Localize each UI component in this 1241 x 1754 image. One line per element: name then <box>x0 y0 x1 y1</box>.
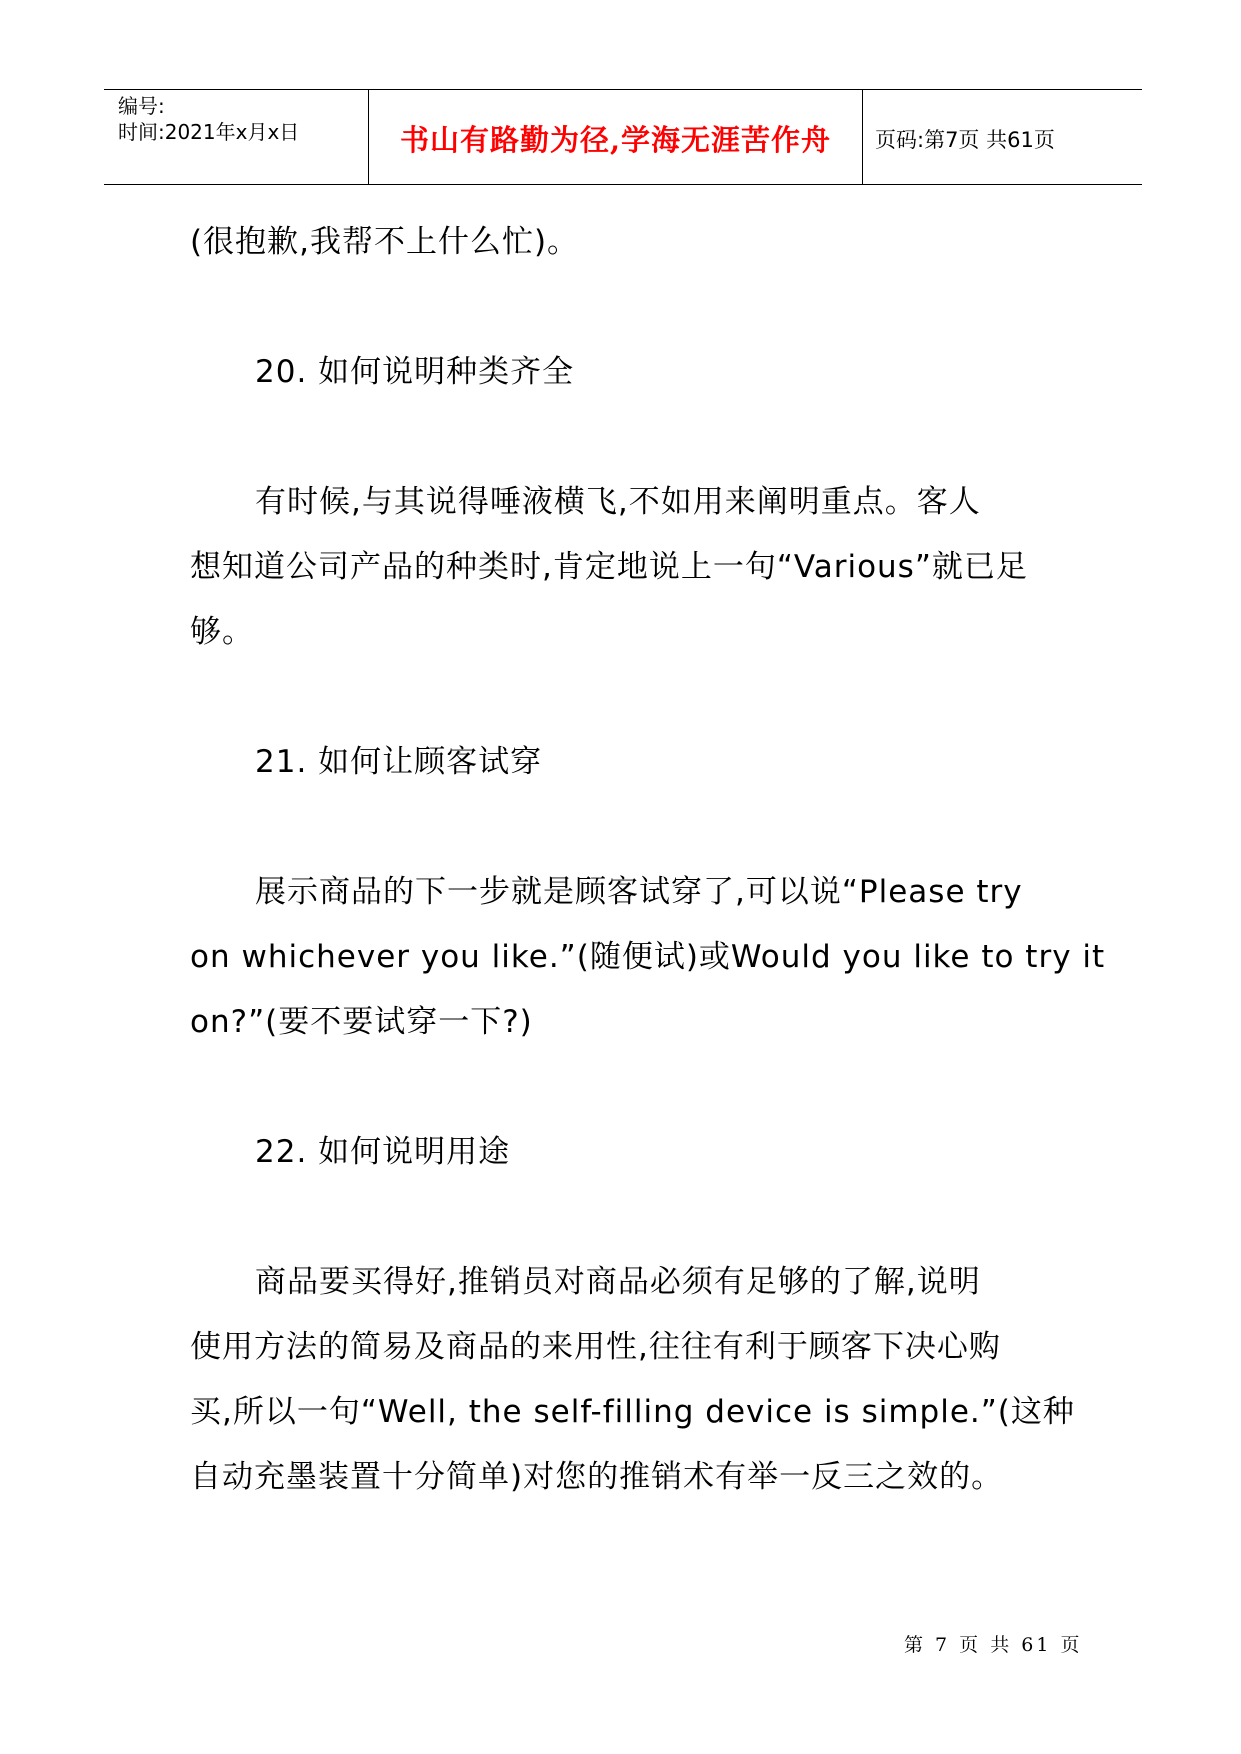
body-line: 展示商品的下一步就是顾客试穿了,可以说“Please try <box>255 874 1023 910</box>
body-line: 自动充墨装置十分简单)对您的推销术有举一反三之效的。 <box>190 1459 1004 1495</box>
page-footer: 第 7 页 共 61 页 <box>904 1634 1083 1656</box>
body-line: 想知道公司产品的种类时,肯定地说上一句“Various”就已足 <box>190 549 1028 585</box>
header-meta-cell <box>104 90 368 184</box>
section-heading: 21. 如何让顾客试穿 <box>255 744 543 780</box>
section-heading: 22. 如何说明用途 <box>255 1134 511 1170</box>
body-line: (很抱歉,我帮不上什么忙)。 <box>190 224 580 260</box>
header-page-cell <box>863 90 1142 184</box>
body-line: 买,所以一句“Well, the self-filling device is simple.”(这种 <box>190 1394 1075 1430</box>
body-line: on whichever you like.”(随便试)或Would you like to try it <box>190 939 1106 975</box>
section-heading: 20. 如何说明种类齐全 <box>255 354 575 390</box>
body-line: on?”(要不要试穿一下?) <box>190 1004 533 1040</box>
document-time-label: 时间:2021年x月x日 <box>118 120 300 144</box>
header-motto: 书山有路勤为径,学海无涯苦作舟 <box>399 123 832 157</box>
body-line: 够。 <box>190 614 254 650</box>
document-number-label: 编号: <box>118 94 165 118</box>
header-motto-cell <box>368 90 863 184</box>
body-line: 使用方法的简易及商品的来用性,往往有利于顾客下决心购 <box>190 1329 1001 1365</box>
body-line: 商品要买得好,推销员对商品必须有足够的了解,说明 <box>255 1264 981 1300</box>
header-page-info: 页码:第7页 共61页 <box>875 128 1055 152</box>
body-line: 有时候,与其说得唾液横飞,不如用来阐明重点。客人 <box>255 484 981 520</box>
page-header <box>104 89 1142 185</box>
